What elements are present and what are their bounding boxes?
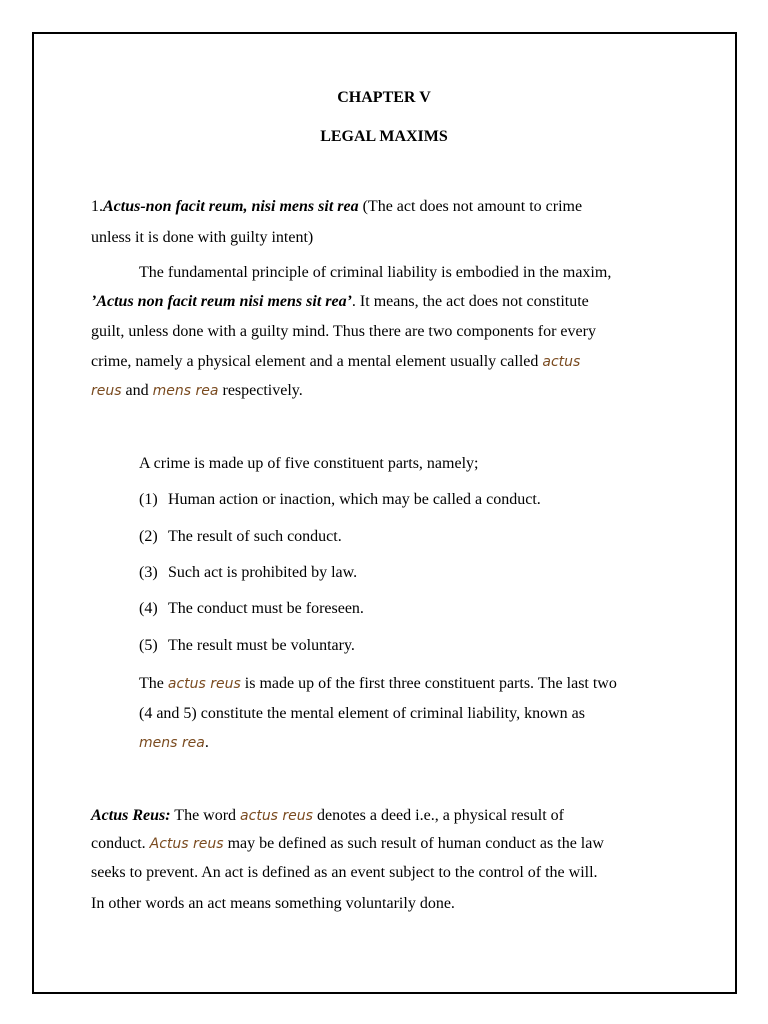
maxim-line-2: unless it is done with guilty intent)	[91, 229, 314, 246]
para1-line-1: The fundamental principle of criminal liability is embodied in the maxim,	[139, 264, 612, 281]
para1-line-4-text: crime, namely a physical element and a mental element usually called	[91, 353, 543, 370]
list-item-number: (1)	[139, 491, 158, 508]
para2-line-3	[139, 733, 209, 753]
term-mens-rea: mens rea	[139, 735, 205, 751]
list-item-text: Such act is prohibited by law.	[168, 564, 358, 581]
maxim-quote: ’Actus non facit reum nisi mens sit rea’	[91, 293, 352, 310]
list-item-number: (2)	[139, 528, 158, 545]
list-item	[139, 599, 364, 619]
maxim-line-1	[91, 197, 582, 217]
para3-line-2	[91, 834, 604, 854]
para1-line-2	[91, 292, 589, 312]
para2-pre: The	[139, 675, 168, 692]
maxim-latin: Actus-non facit reum, nisi mens sit rea	[103, 198, 359, 215]
term-actus: actus	[542, 354, 581, 370]
term-reus: reus	[91, 383, 122, 399]
para2-line-3-rest: .	[204, 734, 209, 751]
list-item-number: (3)	[139, 564, 158, 581]
term-actus-reus: Actus reus	[149, 836, 224, 852]
para3-line-3: seeks to prevent. An act is defined as an event subject to the control of the will.	[91, 864, 598, 881]
list-item	[139, 527, 342, 547]
para3-line-1-a: The word	[170, 807, 241, 824]
term-actus-reus: actus reus	[240, 808, 313, 824]
list-item-text: The result of such conduct.	[168, 528, 342, 545]
list-item	[139, 490, 541, 510]
para1-line-5-rest: respectively.	[218, 382, 303, 399]
para2-line-1	[139, 674, 617, 694]
maxim-number: 1.	[91, 198, 103, 215]
list-item	[139, 563, 358, 583]
list-item-text: Human action or inaction, which may be called a conduct.	[168, 491, 541, 508]
para3-line-2-a: conduct.	[91, 835, 150, 852]
para3-line-2-b: may be defined as such result of human conduct as the law	[223, 835, 604, 852]
list-item	[139, 636, 355, 656]
term-mens-rea: mens rea	[152, 383, 219, 399]
para3-line-1	[91, 806, 564, 826]
list-item-text: The result must be voluntary.	[168, 637, 355, 654]
para3-line-1-b: denotes a deed i.e., a physical result of	[312, 807, 564, 824]
para3-line-4: In other words an act means something voluntarily done.	[91, 895, 455, 912]
term-actus-reus: actus reus	[167, 676, 241, 692]
para1-line-4	[91, 352, 580, 372]
para1-line-3: guilt, unless done with a guilty mind. Thus there are two components for every	[91, 323, 596, 340]
para2-line-1-rest: is made up of the first three constituent parts. The last two	[240, 675, 617, 692]
list-item-number: (4)	[139, 600, 158, 617]
actus-reus-label: Actus Reus:	[91, 807, 171, 824]
chapter-title: LEGAL MAXIMS	[320, 128, 448, 145]
chapter-heading: CHAPTER V	[337, 89, 431, 106]
list-item-text: The conduct must be foreseen.	[168, 600, 364, 617]
list-intro: A crime is made up of five constituent parts, namely;	[139, 455, 479, 472]
para2-line-2: (4 and 5) constitute the mental element of criminal liability, known as	[139, 705, 585, 722]
maxim-translation: (The act does not amount to crime	[358, 198, 583, 215]
para1-line-5	[91, 381, 303, 401]
list-item-number: (5)	[139, 637, 158, 654]
para1-line-2-rest: . It means, the act does not constitute	[351, 293, 589, 310]
para1-and: and	[121, 382, 153, 399]
